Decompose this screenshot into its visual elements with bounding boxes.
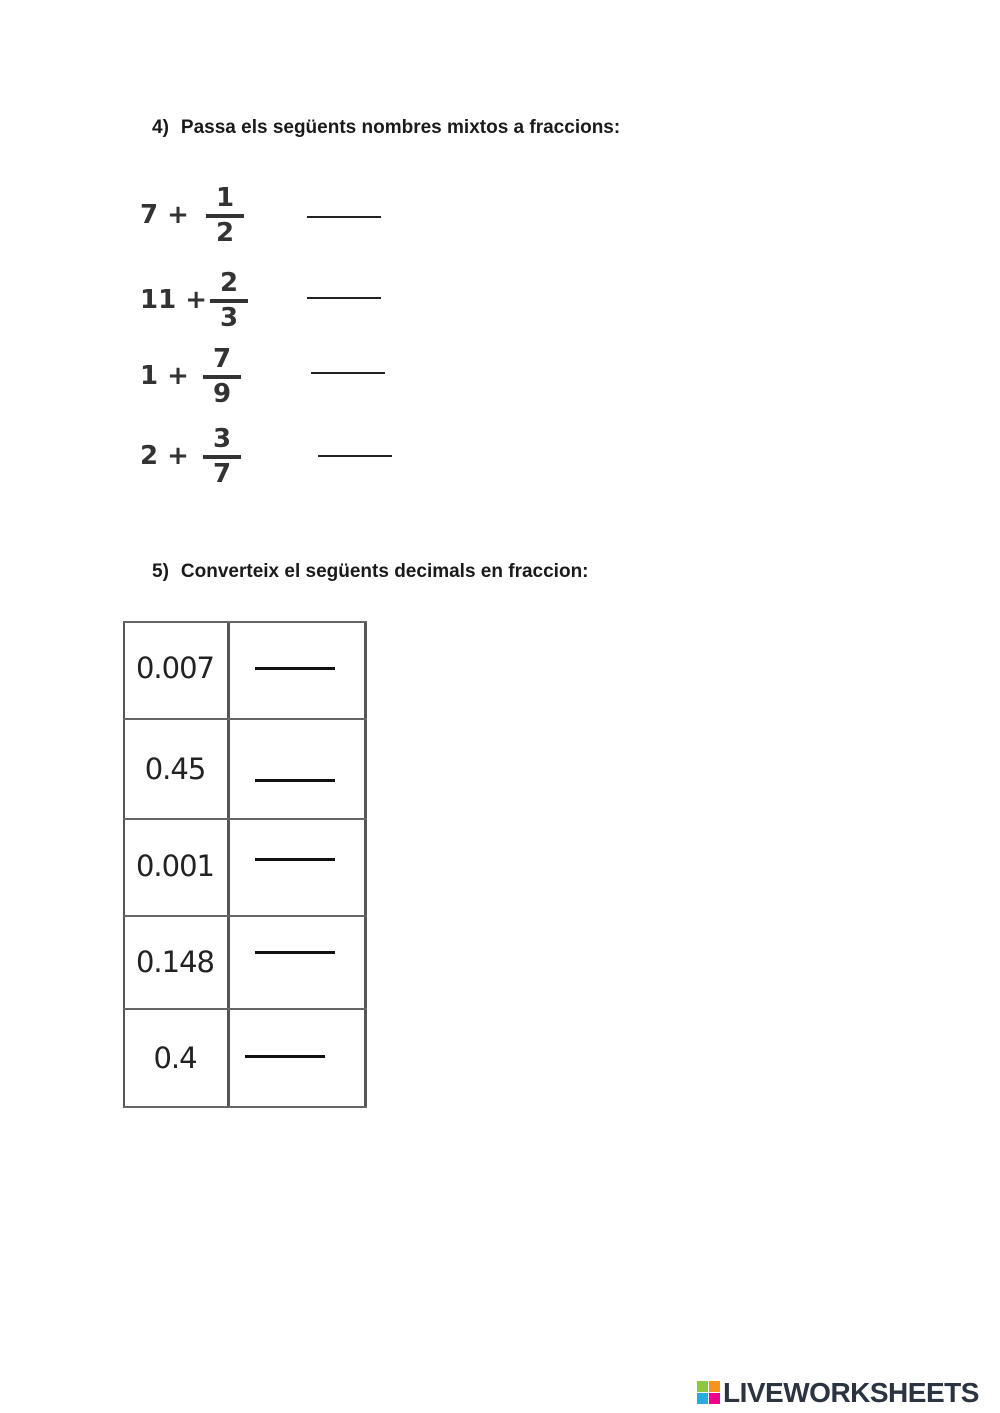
table-divider [227, 621, 230, 1108]
fraction-numerator: 7 [212, 344, 232, 374]
section-4-title: Passa els següents nombres mixtos a fraccions: [180, 117, 621, 138]
mixed-number-4 [140, 424, 260, 490]
answer-blank-decimal-1[interactable] [255, 667, 335, 670]
mixed-number-1 [140, 183, 260, 249]
decimal-value: 0.007 [135, 651, 215, 685]
decimal-value: 0.4 [153, 1041, 197, 1075]
fraction-denominator: 2 [215, 218, 235, 248]
decimal-value: 0.45 [144, 752, 206, 786]
fraction [203, 344, 241, 409]
liveworksheets-logo-icon [697, 1381, 721, 1405]
section-4-number: 4) [152, 117, 169, 138]
section-5-number: 5) [152, 561, 169, 582]
answer-blank-decimal-2[interactable] [255, 779, 335, 782]
mixed-number-2 [140, 268, 260, 334]
decimal-value: 0.001 [135, 849, 215, 883]
fraction-numerator: 2 [219, 268, 239, 298]
mixed-whole: 7 + [140, 200, 189, 230]
answer-blank-2[interactable] [307, 297, 381, 299]
table-row-divider [123, 1008, 367, 1010]
mixed-number-3 [140, 344, 260, 410]
fraction [206, 183, 244, 248]
fraction [203, 424, 241, 489]
decimal-table [123, 621, 367, 1108]
table-border-right [364, 621, 367, 1108]
brand-name: LIVEWORKSHEETS [723, 1377, 979, 1408]
decimal-value: 0.148 [135, 945, 215, 979]
table-row-divider [123, 718, 367, 720]
mixed-whole: 1 + [140, 361, 189, 391]
mixed-whole: 11 + [140, 285, 208, 315]
fraction-denominator: 7 [212, 459, 232, 489]
answer-blank-1[interactable] [307, 216, 381, 218]
section-4-heading [152, 117, 620, 139]
fraction-denominator: 3 [219, 303, 239, 333]
answer-blank-3[interactable] [311, 372, 385, 374]
answer-blank-decimal-4[interactable] [255, 951, 335, 954]
section-5-title: Converteix el següents decimals en fraccion: [180, 561, 589, 582]
table-border-bottom [123, 1106, 367, 1108]
table-border-top [123, 621, 367, 623]
answer-blank-decimal-3[interactable] [255, 858, 335, 861]
fraction-denominator: 9 [212, 379, 232, 409]
table-row-divider [123, 915, 367, 917]
fraction [210, 268, 248, 333]
answer-blank-4[interactable] [318, 455, 392, 457]
fraction-numerator: 1 [215, 183, 235, 213]
mixed-whole: 2 + [140, 441, 189, 471]
table-row-divider [123, 818, 367, 820]
fraction-numerator: 3 [212, 424, 232, 454]
answer-blank-decimal-5[interactable] [245, 1055, 325, 1058]
section-5-heading [152, 561, 589, 583]
